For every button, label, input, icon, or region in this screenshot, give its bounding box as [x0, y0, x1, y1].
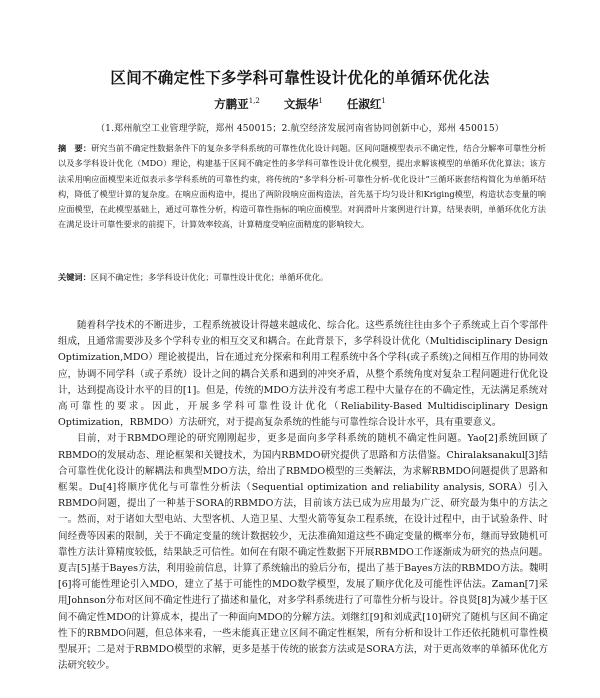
abstract: [58, 141, 546, 233]
author-name: 方鹏亚: [214, 97, 249, 111]
body-text: [58, 318, 548, 674]
author-list: [0, 96, 600, 112]
abstract-label: 摘 要：: [58, 143, 92, 153]
author-name: 任淑红: [346, 97, 382, 111]
body-paragraph: 目前，对于RBMDO理论的研究刚刚起步，更多是面向多学科系统的随机不确定性问题。Yao[2]系统回顾了RBMDO的发展动态、理论框架和关键技术，为国内RBMDO研究提供了思路和方法借鉴。Chiralaksanakul[3]结合可靠性优化设计的解耦法和典型MDO方法，给出了RBMDO模型的三类解法，为求解RBMDO问题提供了思路和框架。Du[4]将顺序优化与可靠性分析法（Sequential optimization and reliability analysis, SORA）引入RBMDO问题，提出了一种基于SORA的RBMDO方法，目前该方法已成为应用最为广泛、研究最为集中的方法之一。然而，对于诸如大型电站、大型客机、人造卫星、大型火箭等复杂工程系统，在设计过程中，由于试验条件、时间经费等因素的限制，关于不确定变量的统计数据较少，无法准确知道这些不确定变量的概率分布，继而导致随机可靠性方法计算精度较低，结果缺乏可信性。如何在有限不确定性数据下开展RBMDO工作逐渐成为研究的热点问题。夏吉[5]基于Bayes方法，利用验前信息，计算了系统输出的验后分布，提出了基于Bayes方法的RBMDO方法。魏明[6]将可能性理论引入MDO，建立了基于可能性的MDO数学模型，发展了顺序优化及可能性评估法。Zaman[7]采用Johnson分布对区间不确定性进行了描述和量化，对多学科系统进行了可靠性分析与设计。谷良贤[8]为减少基于区间不确定性MDO的计算成本，提出了一种面向MDO的分解方法。刘继红[9]和刘成武[10]研究了随机与区间不确定性下的RBMDO问题，但总体来看，一些未能真正建立区间不确定性框架，所有分析和设计工作还依托随机可靠性模型展开；二是对于RBMDO模型的求解，更多是基于传统的嵌套方法或是SORA方法，对于更高效率的单循环优化方法研究较少。: [58, 433, 548, 672]
body-paragraph: 随着科学技术的不断进步，工程系统被设计得越来越成化、综合化。这些系统往往由多个子系统或上百个零部件组成，且通常需要涉及多个学科专业的相互交叉和耦合。在此背景下，多学科设计优化（Multidisciplinary Design Optimization,MDO）理论被提出，旨在通过充分探索和利用工程系统中各个学科(或子系统)之间相互作用的协同效应，协调不同学科（或子系统）设计之间的耦合关系和遇到的冲突矛盾，从整个系统角度对复杂工程问题进行优化设计，达到提高设计水平的目的[1]。但是，传统的MDO方法并没有考虑工程中大量存在的不确定性，无法满足系统对高可靠性的要求。因此，开展多学科可靠性设计优化（Reliability-Based Multidisciplinary Design Optimization，RBMDO）方法研究，对于提高复杂系统的性能与可靠性综合设计水平，具有重要意义。: [58, 320, 548, 429]
keywords: [58, 270, 546, 284]
affiliation-line: （1.郑州航空工业管理学院，郑州 450015；2.航空经济发展河南省协同创新中心，郑州 450015）: [95, 124, 504, 134]
author-affiliation-mark: 1: [318, 97, 323, 106]
abstract-text: 研究当前不确定性数据条件下的复杂多学科系统的可靠性优化设计问题。区间问题模型表示不确定性，结合分解率可靠性分析以及多学科设计优化（MDO）理论，构建基于区间不确定性的多学科可靠性设计优化模型，提出求解该模型的单循环优化算法；该方法采用响应面模型来近似表示多学科系统的可靠性约束，将传统的“多学科分析-可靠性分析-优化设计”三循环嵌套结构简化为单循环结构，降低了模型计算的复杂度。在响应面构造中，提出了两阶段响应面构造法，首先基于均匀设计和Kriging模型，构造状态变量的响应面模型，在此模型基础上，通过可靠性分析，构造可靠性指标的响应面模型。对润滑叶片案例进行计算，结果表明，单循环优化方法在满足设计可靠性要求的前提下，计算效率较高，计算精度受响应面精度的影响较大。: [58, 143, 546, 230]
paper-title: 区间不确定性下多学科可靠性设计优化的单循环优化法: [110, 69, 490, 87]
author-name: 文振华: [283, 97, 319, 111]
author-affiliation-mark: 1: [381, 97, 386, 106]
keywords-label: 关键词：: [58, 272, 91, 282]
author-affiliation-mark: 1,2: [248, 97, 260, 106]
keywords-text: 区间不确定性；多学科设计优化；可靠性设计优化；单循环优化。: [90, 272, 329, 282]
